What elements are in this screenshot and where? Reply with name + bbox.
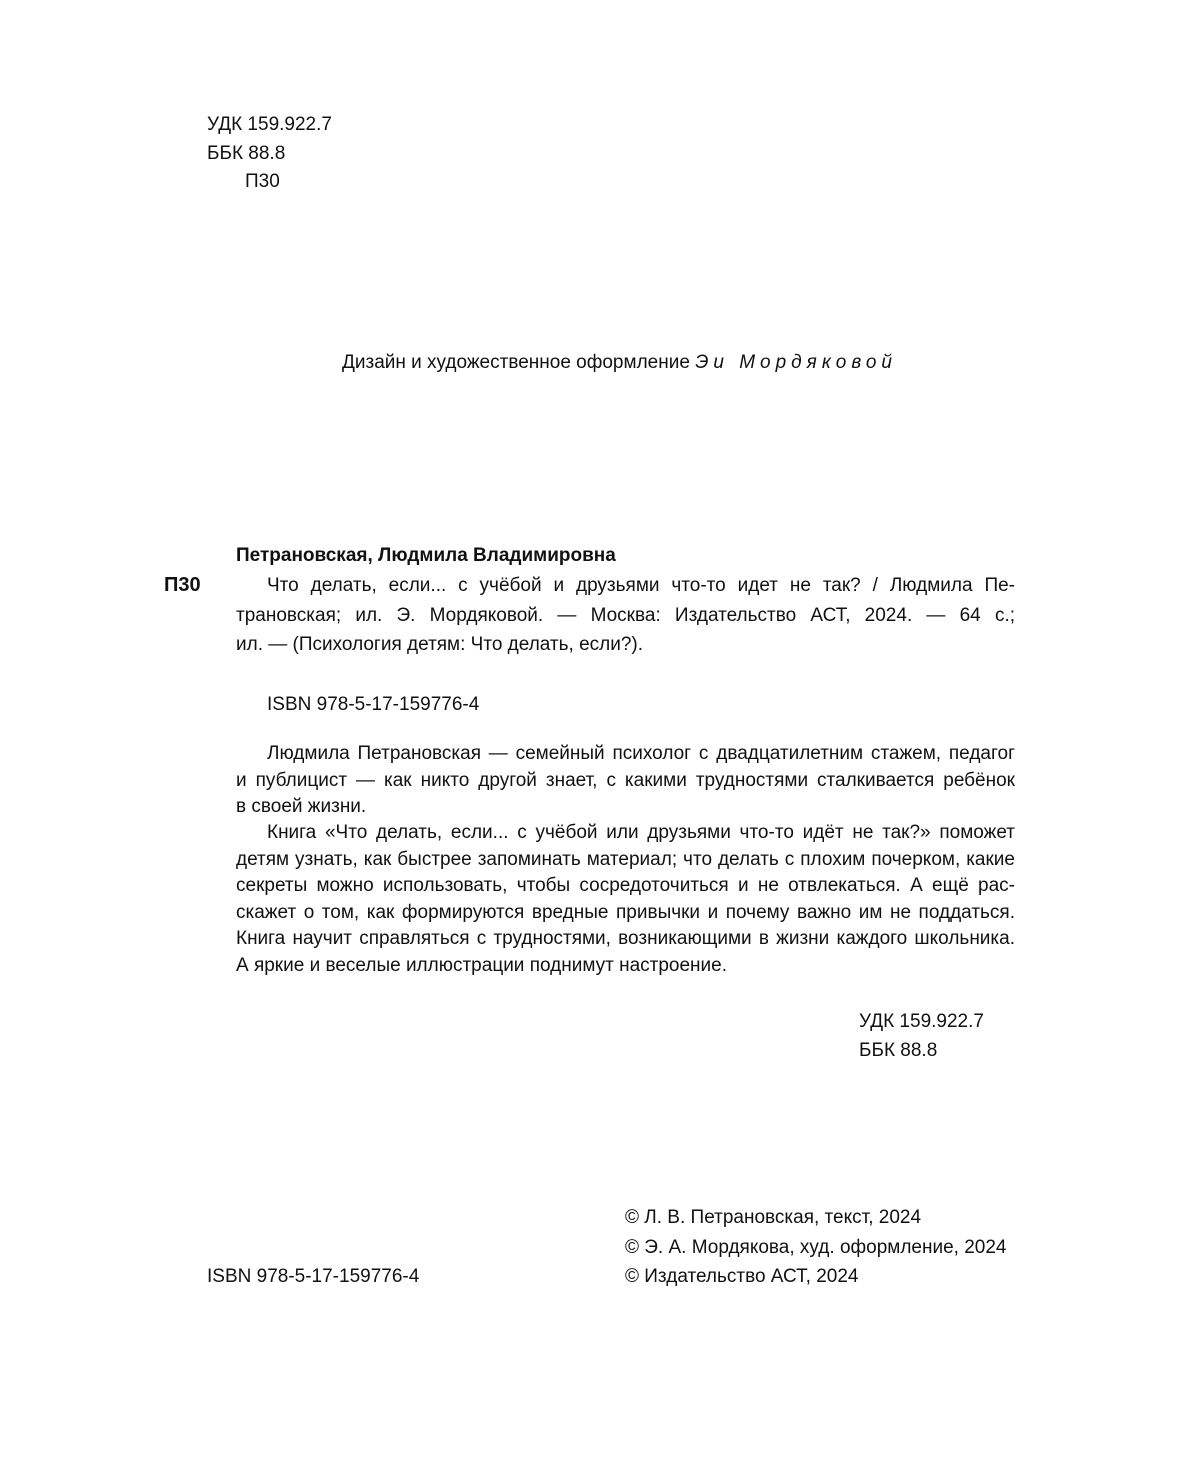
design-credit-prefix: Дизайн и художественное оформление bbox=[342, 352, 690, 373]
annotation-paragraph-1 bbox=[236, 741, 1015, 821]
classification-udk: УДК 159.922.7 bbox=[859, 1011, 984, 1032]
annotation-line: детям узнать, как быстрее запоминать материал; что делать с плохим почерком, какие bbox=[236, 848, 1015, 870]
design-credit bbox=[342, 348, 897, 377]
catalog-author: Петрановская, Людмила Владимировна bbox=[236, 545, 616, 566]
copyright-illustrator: © Э. А. Мордякова, худ. оформление, 2024 bbox=[625, 1237, 1007, 1258]
classification-bbk: ББК 88.8 bbox=[859, 1040, 938, 1061]
annotation-line: секреты можно использовать, чтобы сосредоточиться и не отвлекаться. А ещё рас- bbox=[236, 875, 1015, 896]
catalog-description-line: трановская; ил. Э. Мордяковой. — Москва: Издательство АСТ, 2024. — 64 с.; bbox=[236, 604, 1015, 626]
annotation-line: Людмила Петрановская — семейный психолог с двадцатилетним стажем, педагог bbox=[267, 743, 1015, 764]
top-bbk: ББК 88.8 bbox=[207, 143, 286, 164]
annotation-line: Книга «Что делать, если... с учёбой или друзьями что-то идёт не так?» поможет bbox=[267, 822, 1015, 843]
copyright-publisher: © Издательство АСТ, 2024 bbox=[625, 1266, 859, 1287]
catalog-description bbox=[236, 571, 1015, 660]
top-udk: УДК 159.922.7 bbox=[207, 114, 332, 135]
top-author-code: П30 bbox=[245, 171, 280, 192]
copyright-author: © Л. В. Петрановская, текст, 2024 bbox=[625, 1207, 922, 1228]
annotation-paragraph-2 bbox=[236, 820, 1015, 979]
catalog-description-line: Что делать, если... с учёбой и друзьями что-то идет не так? / Людмила Пе- bbox=[267, 575, 1015, 596]
footer-isbn: ISBN 978-5-17-159776-4 bbox=[207, 1266, 420, 1287]
catalog-description-line: ил. — (Психология детям: Что делать, если?). bbox=[236, 634, 644, 655]
designer-name: Эи Мордяковой bbox=[695, 352, 898, 373]
annotation-line: в своей жизни. bbox=[236, 796, 367, 817]
catalog-author-code: П30 bbox=[164, 574, 201, 596]
annotation-line: скажет о том, как формируются вредные привычки и почему важно им не поддаться. bbox=[236, 901, 1015, 923]
annotation-line: Книга научит справляться с трудностями, возникающими в жизни каждого школьника. bbox=[236, 928, 1015, 949]
annotation-line: А яркие и веселые иллюстрации поднимут настроение. bbox=[236, 954, 728, 976]
annotation-line: и публицист — как никто другой знает, с какими трудностями сталкивается ребёнок bbox=[236, 769, 1015, 791]
catalog-isbn: ISBN 978-5-17-159776-4 bbox=[267, 694, 480, 715]
